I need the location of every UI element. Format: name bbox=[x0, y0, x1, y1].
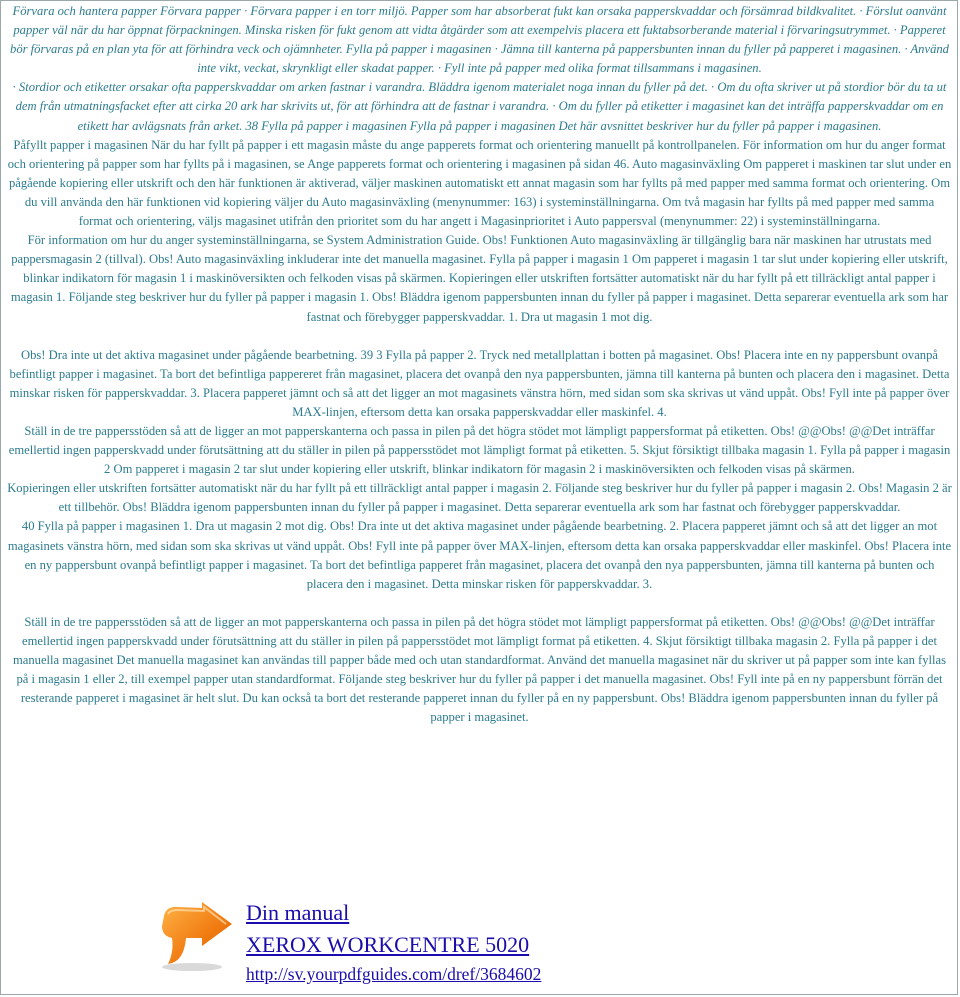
paragraph: Obs! Dra inte ut det aktiva magasinet under pågående bearbetning. 39 3 Fylla på papper 2. Tryck ned metallplattan i botten på magasinet. Obs! Placera inte en ny pappersbunt ovanpå befintligt papper i magasinet. Ta bort det befintliga pappereret från magasinet, placera det ovanpå den nya pappersbunten, jämna till kanterna på bunten och placera den i magasinet. Detta minskar risken för papperskvaddar. 3. Placera papperet jämnt och så att det ligger an mot magasinets vänstra hörn, med sidan som ska skrivas ut vänd uppåt. Obs! Fyll inte på papper över MAX-linjen, eftersom detta kan orsaka papperskvaddar eller maskinfel. 4. bbox=[9, 347, 950, 419]
orange-arrow-logo-icon bbox=[158, 902, 236, 974]
spacer bbox=[7, 594, 952, 613]
footer-link-group bbox=[246, 898, 541, 986]
product-link[interactable]: XEROX WORKCENTRE 5020 bbox=[246, 932, 530, 957]
footer-links bbox=[158, 898, 858, 993]
paragraph: Ställ in de tre pappersstöden så att de ligger an mot papperskanterna och passa in pilen på det högra stödet mot lämpligt pappersformat på etiketten. Obs! @@Obs! @@Det inträffar emellertid ingen papperskvadd under förutsättning att du ställer in pilen på pappersstödet mot lämpligt format på etiketten. 4. Skjut försiktigt tillbaka magasin 2. Fylla på papper i det manuella magasinet Det manuella magasinet kan användas till papper både med och utan standardformat. Använd det manuella magasinet när du skriver ut på papper som inte kan fyllas på i magasin 1 eller 2, till exempel papper utan standardformat. Följande steg beskriver hur du fyller på papper i det manuella magasinet. Obs! Fyll inte på en ny pappersbunt förrän det resterande papperet i magasinet är helt slut. Du kan också ta bort det resterande papperet innan du fyller på en ny pappersbunt. Obs! Bläddra igenom pappersbunten innan du fyller på papper i magasinet. bbox=[12, 614, 947, 725]
paragraph: Förvara och hantera papper Förvara papper · Förvara papper i en torr miljö. Papper som har absorberat fukt kan orsaka papperskvaddar och försämrad bildkvalitet. · Förslut oanvänt papper väl när du har öppnat förpackningen. Minska risken för fukt genom att vidta åtgärder som att exempelvis placera ett fuktabsorberande material i förvaringsutrymmet. · Papperet bör förvaras på en plan yta för att förhindra veck och ojämnheter. Fylla på papper i magasinen · Jämna till kanterna på pappersbunten innan du fyller på papperet i magasinen. · Använd inte vikt, veckat, skrynkligt eller skadat papper. · Fyll inte på papper med olika format tillsammans i magasinen. bbox=[10, 4, 949, 76]
paragraph: Påfyllt papper i magasinen När du har fyllt på papper i ett magasin måste du ange papperets format och orientering manuellt på kontrollpanelen. För information om hur du anger format och orientering på papper som har fyllts på i magasinen, se Ange papperets format och orientering i magasinen på sidan 46. Auto magasinväxling Om papperet i maskinen tar slut under en pågående kopiering eller utskrift och den här funktionen är aktiverad, väljer maskinen automatiskt ett annat magasin som har fyllts på med papper med samma format och orientering. Om du vill använda den här funktionen vid kopiering väljer du Auto magasinväxling (menynummer: 163) i systeminställningarna. Om två magasin har fyllts på med papper med samma format och orientering, väljs magasinet utifrån den prioritet som du har angett i Magasinprioritet i Auto pappersval (menynummer: 22) i systeminställningarna. bbox=[7, 137, 952, 229]
document-body bbox=[1, 1, 957, 727]
url-link[interactable]: http://sv.yourpdfguides.com/dref/3684602 bbox=[246, 964, 542, 984]
spacer bbox=[7, 327, 952, 346]
manual-link[interactable]: Din manual bbox=[246, 900, 350, 925]
paragraph: · Stordior och etiketter orsakar ofta papperskvaddar om arken fastnar i varandra. Bläddra igenom materialet noga innan du fyller på det. · Om du ofta skriver ut på stordior bör du ta ut dem från utmatningsfacket efter att cirka 20 ark har skrivits ut, för att förhindra att de fastnar i varandra. · Om du fyller på etiketter i magasinet kan det inträffa papperskvaddar om en etikett har avlägsnats från arket. 38 Fylla på papper i magasinen Fylla på papper i magasinen Det här avsnittet beskriver hur du fyller på papper i magasinen. bbox=[12, 80, 947, 133]
paragraph: Ställ in de tre pappersstöden så att de ligger an mot papperskanterna och passa in pilen på det högra stödet mot lämpligt pappersformat på etiketten. Obs! @@Obs! @@Det inträffar emellertid ingen papperskvadd under förutsättning att du ställer in pilen på pappersstödet mot lämpligt format på etiketten. 5. Skjut försiktigt tillbaka magasin 1. Fylla på papper i magasin 2 Om papperet i magasin 2 tar slut under kopiering eller utskrift, blinkar indikatorn för magasin 2 i maskinöversikten och felkoden visas på skärmen. bbox=[8, 423, 951, 477]
paragraph: För information om hur du anger systeminställningarna, se System Administration Guide. Obs! Funktionen Auto magasinväxling är tillgänglig bara när maskinen har utrustats med pappersmagasin 2 (tillval). Obs! Auto magasinväxling inkluderar inte det manuella magasinet. Fylla på papper i magasin 1 Om papperet i magasin 1 tar slut under kopiering eller utskrift, blinkar indikatorn för magasin 1 i maskinöversikten och felkoden visas på skärmen. Kopieringen eller utskriften fortsätter automatiskt när du har fyllt på ett tillräckligt antal papper i magasin 1. Följande steg beskriver hur du fyller på papper i magasin 1. Obs! Bläddra igenom pappersbunten innan du fyller på papper i magasinet. Detta separerar eventuella ark som har fastnat och förebygger papperskvaddar. 1. Dra ut magasin 1 mot dig. bbox=[10, 233, 949, 324]
paragraph: 40 Fylla på papper i magasinen 1. Dra ut magasin 2 mot dig. Obs! Dra inte ut det aktiva magasinet under pågående bearbetning. 2. Placera papperet jämnt och så att det ligger an mot magasinets vänstra hörn, med sidan som ska skrivas ut vänd uppåt. Obs! Fyll inte på papper över MAX-linjen, eftersom detta kan orsaka papperskvaddar eller maskinfel. Obs! Placera inte en ny pappersbunt ovanpå befintligt papper i magasinet. Ta bort det befintliga papperet från magasinet, placera det ovanpå den nya pappersbunten, jämna till kanterna på bunten och placera den i magasinet. Detta minskar risken för papperskvaddar. 3. bbox=[7, 519, 952, 591]
paragraph: Kopieringen eller utskriften fortsätter automatiskt när du har fyllt på ett tillräckligt antal papper i magasin 2. Följande steg beskriver hur du fyller på papper i magasin 2. Obs! Magasin 2 är ett tillbehör. Obs! Bläddra igenom pappersbunten innan du fyller på papper i magasinet. Detta separerar eventuella ark som har fastnat och förebygger papperskvaddar. bbox=[7, 481, 952, 515]
